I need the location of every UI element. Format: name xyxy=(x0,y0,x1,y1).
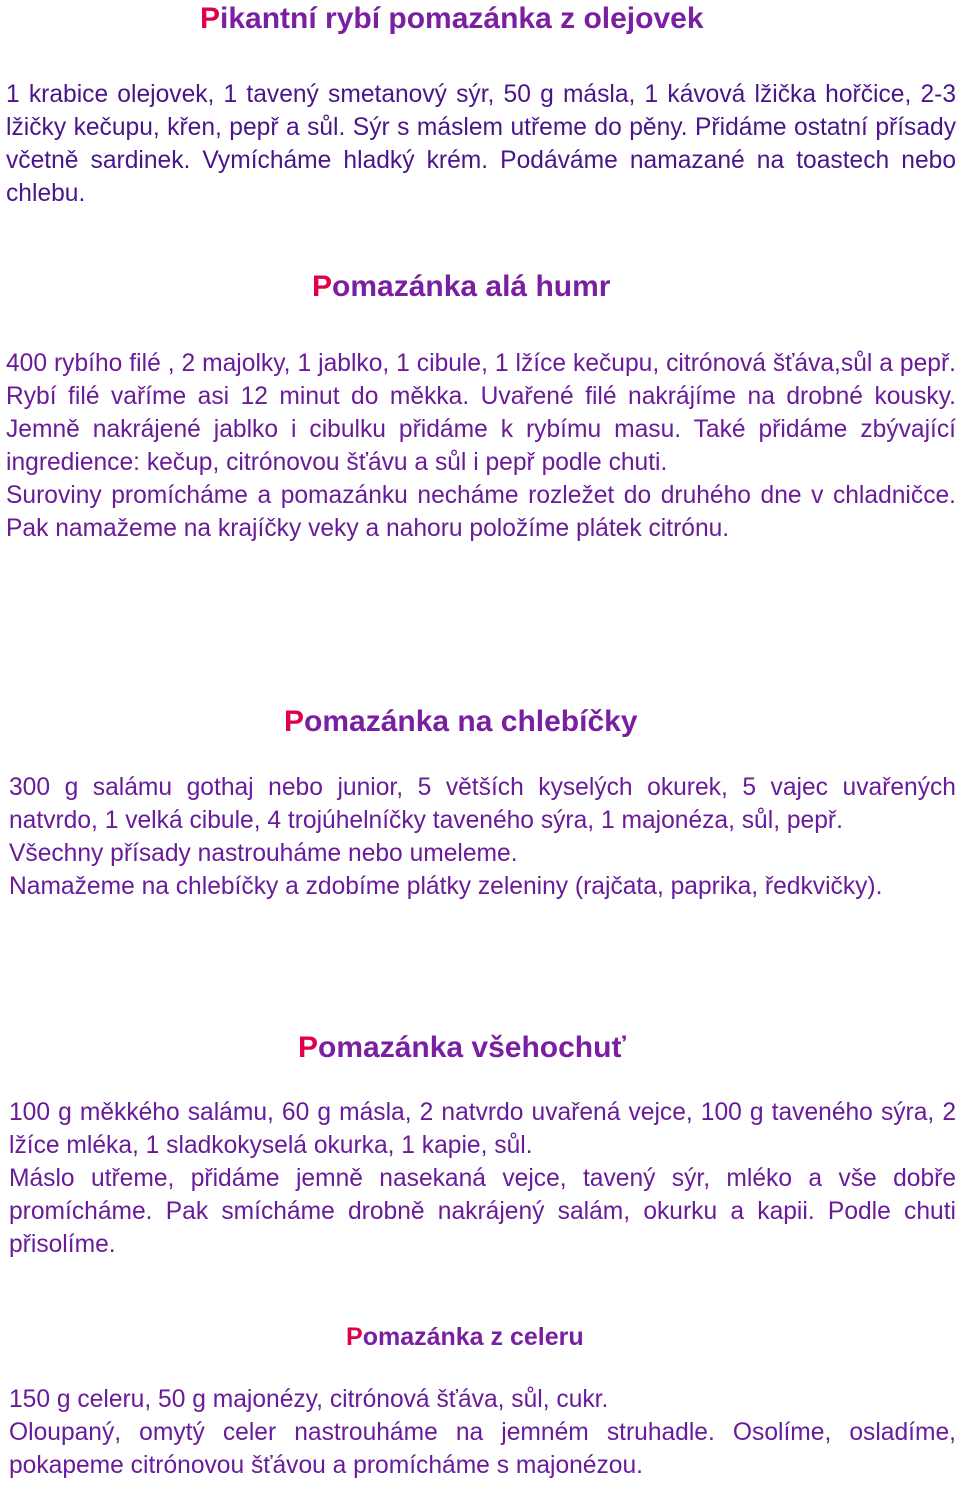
title-initial: P xyxy=(284,705,305,738)
title-initial: P xyxy=(298,1031,319,1064)
recipe-body-humr xyxy=(6,347,956,545)
recipe-paragraph: 100 g měkkého salámu, 60 g másla, 2 natvrdo uvařená vejce, 100 g taveného sýra, 2 lžíce mléka, 1 sladkokyselá okurka, 1 kapie, sůl. xyxy=(9,1099,956,1159)
recipe-title-humr xyxy=(312,270,610,303)
recipe-body-celer xyxy=(9,1383,956,1482)
recipe-paragraph: Všechny přísady nastrouháme nebo umeleme. xyxy=(9,840,518,867)
title-rest: ikantní rybí pomazánka z olejovek xyxy=(220,2,704,35)
recipe-body-chlebicky xyxy=(9,771,956,903)
recipe-title-vsehochut xyxy=(298,1031,626,1064)
title-initial: P xyxy=(200,2,221,35)
title-initial: P xyxy=(346,1323,363,1351)
recipe-paragraph: 1 krabice olejovek, 1 tavený smetanový sýr, 50 g másla, 1 kávová lžička hořčice, 2-3 lžičky kečupu, křen, pepř a sůl. Sýr s máslem utřeme do pěny. Přidáme ostatní přísady včetně sardinek. Vymícháme hladký krém. Podáváme namazané na toastech nebo chlebu. xyxy=(6,81,956,207)
recipe-paragraph: Suroviny promícháme a pomazánku necháme rozležet do druhého dne v chladničce. Pak namažeme na krajíčky veky a nahoru položíme plátek citrónu. xyxy=(6,482,956,542)
recipe-title-celer xyxy=(346,1324,584,1352)
recipe-paragraph: Oloupaný, omytý celer nastrouháme na jemném struhadle. Osolíme, osladíme, pokapeme citrónovou šťávou a promícháme s majonézou. xyxy=(9,1419,956,1479)
recipe-title-pikantni xyxy=(200,2,704,35)
title-initial: P xyxy=(312,270,333,303)
recipe-paragraph: Máslo utřeme, přidáme jemně nasekaná vejce, tavený sýr, mléko a vše dobře promícháme. Pak smícháme drobně nakrájený salám, okurku a kapii. Podle chuti přisolíme. xyxy=(9,1165,956,1258)
recipe-paragraph: 300 g salámu gothaj nebo junior, 5 větších kyselých okurek, 5 vajec uvařených natvrdo, 1 velká cibule, 4 trojúhelníčky taveného sýra, 1 majonéza, sůl, pepř. xyxy=(9,774,956,834)
recipe-paragraph: 150 g celeru, 50 g majonézy, citrónová šťáva, sůl, cukr. xyxy=(9,1386,609,1413)
recipe-paragraph: Namažeme na chlebíčky a zdobíme plátky zeleniny (rajčata, paprika, ředkvičky). xyxy=(9,873,883,900)
title-rest: omazánka z celeru xyxy=(362,1323,584,1351)
recipe-title-chlebicky xyxy=(284,705,638,738)
recipe-paragraph: 400 rybího filé , 2 majolky, 1 jablko, 1 cibule, 1 lžíce kečupu, citrónová šťáva,sůl a pepř. Rybí filé vaříme asi 12 minut do měkka. Uvařené filé nakrájíme na drobné kousky. Jemně nakrájené jablko i cibulku přidáme k rybímu masu. Také přidáme zbývající ingredience: kečup, citrónovou šťávu a sůl i pepř podle chuti. xyxy=(6,350,956,476)
recipe-body-vsehochut xyxy=(9,1096,956,1261)
title-rest: omazánka všehochuť xyxy=(318,1031,626,1064)
title-rest: omazánka alá humr xyxy=(332,270,611,303)
title-rest: omazánka na chlebíčky xyxy=(304,705,638,738)
recipe-body-pikantni xyxy=(6,78,956,210)
